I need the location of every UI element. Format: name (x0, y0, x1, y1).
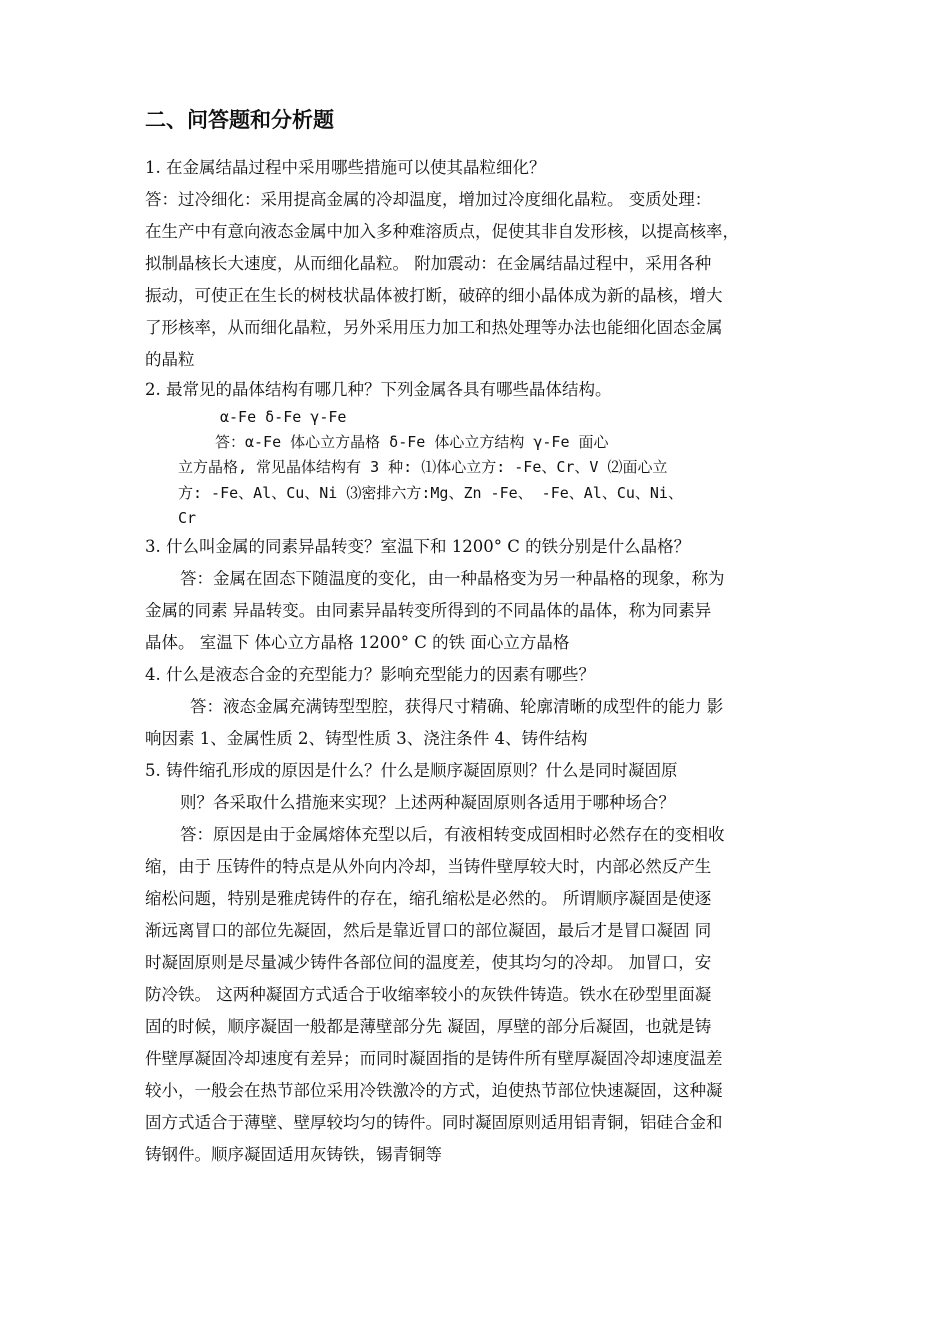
answer-5-line: 缩，由于 压铸件的特点是从外向内冷却，当铸件壁厚较大时，内部必然反产生 (145, 857, 712, 876)
answer-5-line: 缩松问题，特别是雅虎铸件的存在，缩孔缩松是必然的。 所谓顺序凝固是使逐 (145, 889, 712, 908)
question-2: 2. 最常见的晶体结构有哪几种？下列金属各具有哪些晶体结构。 (145, 380, 612, 399)
answer-2-line: 立方晶格, 常见晶体结构有 3 种: ⑴体心立方: -Fe、Cr、V ⑵面心立 (178, 458, 668, 476)
answer-1-line: 的晶粒 (145, 350, 195, 369)
answer-5-line: 件壁厚凝固冷却速度有差异；而同时凝固指的是铸件所有壁厚凝固冷却速度温差 (145, 1049, 723, 1068)
answer-3-line: 金属的同素 异晶转变。由同素异晶转变所得到的不同晶体的晶体，称为同素异 (145, 601, 712, 620)
question-1: 1. 在金属结晶过程中采用哪些措施可以使其晶粒细化？ (145, 158, 546, 177)
answer-1-line: 答：过冷细化：采用提高金属的冷却温度，增加过冷度细化晶粒。 变质处理： (145, 190, 712, 209)
question-4: 4. 什么是液态合金的充型能力？影响充型能力的因素有哪些？ (145, 665, 595, 684)
answer-5-line: 防冷铁。 这两种凝固方式适合于收缩率较小的灰铁件铸造。铁水在砂型里面凝 (145, 985, 712, 1004)
question-5-cont: 则？各采取什么措施来实现？上述两种凝固原则各适用于哪种场合？ (180, 793, 675, 812)
answer-3-line: 答：金属在固态下随温度的变化，由一种晶格变为另一种晶格的现象，称为 (180, 569, 725, 588)
answer-1-line: 拟制晶核长大速度，从而细化晶粒。 附加震动：在金属结晶过程中，采用各种 (145, 254, 712, 273)
answer-1-line: 了形核率，从而细化晶粒，另外采用压力加工和热处理等办法也能细化固态金属 (145, 318, 723, 337)
answer-5-line: 固的时候，顺序凝固一般都是薄壁部分先 凝固，厚壁的部分后凝固，也就是铸 (145, 1017, 712, 1036)
answer-3-line: 晶体。 室温下 体心立方晶格 1200° C 的铁 面心立方晶格 (145, 633, 570, 652)
answer-5-line: 时凝固原则是尽量减少铸件各部位间的温度差，使其均匀的冷却。 加冒口，安 (145, 953, 712, 972)
answer-1-line: 振动，可使正在生长的树枝状晶体被打断，破碎的细小晶体成为新的晶核，增大 (145, 286, 723, 305)
answer-5-line: 铸钢件。顺序凝固适用灰铸铁，锡青铜等 (145, 1145, 442, 1164)
answer-5-line: 较小，一般会在热节部位采用冷铁激冷的方式，迫使热节部位快速凝固，这种凝 (145, 1081, 723, 1100)
answer-5-line: 答：原因是由于金属熔体充型以后，有液相转变成固相时必然存在的变相收 (180, 825, 725, 844)
answer-5-line: 固方式适合于薄壁、壁厚较均匀的铸件。同时凝固原则适用铝青铜，铝硅合金和 (145, 1113, 723, 1132)
answer-1-line: 在生产中有意向液态金属中加入多种难溶质点，促使其非自发形核，以提高核率， (145, 222, 739, 241)
answer-2-line: Cr (178, 509, 197, 527)
answer-4-line: 响因素 1、金属性质 2、铸型性质 3、浇注条件 4、铸件结构 (145, 729, 588, 748)
answer-5-line: 渐远离冒口的部位先凝固，然后是靠近冒口的部位凝固，最后才是冒口凝固 同 (145, 921, 712, 940)
answer-2-line: 方: -Fe、Al、Cu、Ni ⑶密排六方:Mg、Zn -Fe、 -Fe、Al、Cu、Ni、 (178, 484, 683, 502)
question-2-metals: α-Fe δ-Fe γ-Fe (220, 408, 347, 426)
answer-2-line: 答：α-Fe 体心立方晶格 δ-Fe 体心立方结构 γ-Fe 面心 (215, 433, 609, 451)
answer-4-line: 答：液态金属充满铸型型腔，获得尺寸精确、轮廓清晰的成型件的能力 影 (190, 697, 724, 716)
question-5: 5. 铸件缩孔形成的原因是什么？什么是顺序凝固原则？什么是同时凝固原 (145, 761, 678, 780)
question-3: 3. 什么叫金属的同素异晶转变？室温下和 1200° C 的铁分别是什么晶格？ (145, 537, 691, 556)
section-heading: 二、问答题和分析题 (145, 107, 334, 132)
